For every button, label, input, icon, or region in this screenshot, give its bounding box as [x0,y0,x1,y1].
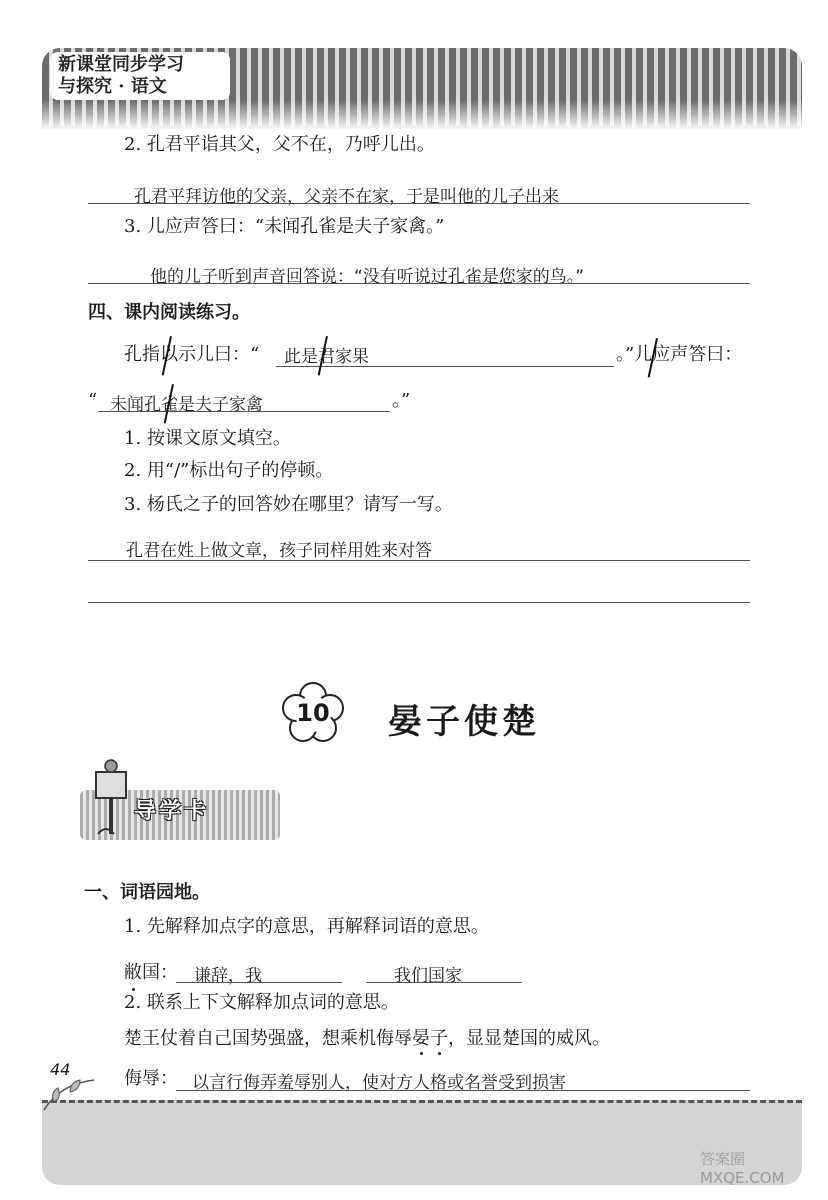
section-1-item-2: 2. 联系上下文解释加点词的意思。 [124,992,399,1013]
answer-line [88,203,750,204]
section-4-item-1: 1. 按课文原文填空。 [124,428,291,449]
leaf-decoration-icon [40,1074,100,1114]
section-4-heading: 四、课内阅读练习。 [88,302,250,323]
book-title [50,52,230,100]
fill-blank-2: 未闻孔雀是夫子家禽 [110,395,263,415]
answer-line [88,560,750,561]
lesson-title: 晏子使楚 [388,702,540,742]
word-2-answer: 以言行侮弄羞辱别人，使对方人格或名誉受到损害 [192,1073,566,1093]
answer-line [88,283,750,284]
answer-line [88,602,750,603]
page-number: 44 [50,1060,71,1079]
answer-line [176,1090,750,1091]
watermark: 答案圈 MXQE.COM [700,1150,785,1187]
word-1-label: 敝国： [124,962,178,983]
book-title-line2: 与探究 · 语文 [58,76,167,97]
blank-line [276,366,614,367]
guide-card-label: 导学卡 [134,799,210,824]
question-2-answer: 孔君平拜访他的父亲，父亲不在家，于是叫他的儿子出来 [134,187,559,207]
signpost-icon [92,758,132,838]
question-2-prompt: 2. 孔君平诣其父，父不在，乃呼儿出。 [124,134,435,155]
section-4-item-2: 2. 用“/”标出句子的停顿。 [124,460,334,481]
emphasis-dot [438,1052,441,1055]
question-3-prompt: 3. 儿应声答曰：“未闻孔雀是夫子家禽。” [124,216,445,237]
header-fade [42,100,802,130]
section-4-item-3: 3. 杨氏之子的回答妙在哪里？请写一写。 [124,494,453,515]
blank-line [366,982,522,983]
passage-line-1-suffix: 。”儿应声答曰： [616,344,743,365]
passage-line-2-prefix: “ [88,390,98,411]
question-3-answer: 他的儿子听到声音回答说：“没有听说过孔雀是您家的鸟。” [150,267,585,287]
footer-band [42,1100,802,1185]
section-1-item-1: 1. 先解释加点字的意思，再解释词语的意思。 [124,916,489,937]
fill-blank-1: 此是君家果 [284,347,369,367]
lesson-number: 10 [296,699,330,727]
context-sentence: 楚王仗着自己国势强盛，想乘机侮辱晏子，显显楚国的威风。 [124,1028,610,1049]
blank-line [98,411,390,412]
blank-line [176,982,342,983]
word-1-char-answer: 谦辞，我 [194,966,262,986]
passage-line-1-prefix: 孔指以示儿曰：“ [124,344,260,365]
word-2-label: 侮辱： [124,1068,178,1089]
emphasis-dot [420,1052,423,1055]
word-1-word-answer: 我们国家 [394,966,462,986]
book-title-line1: 新课堂同步学习 [58,54,184,75]
section-4-answer: 孔君在姓上做文章，孩子同样用姓来对答 [126,541,432,561]
passage-line-2-suffix: 。” [392,390,411,411]
section-1-heading: 一、词语园地。 [84,882,210,903]
